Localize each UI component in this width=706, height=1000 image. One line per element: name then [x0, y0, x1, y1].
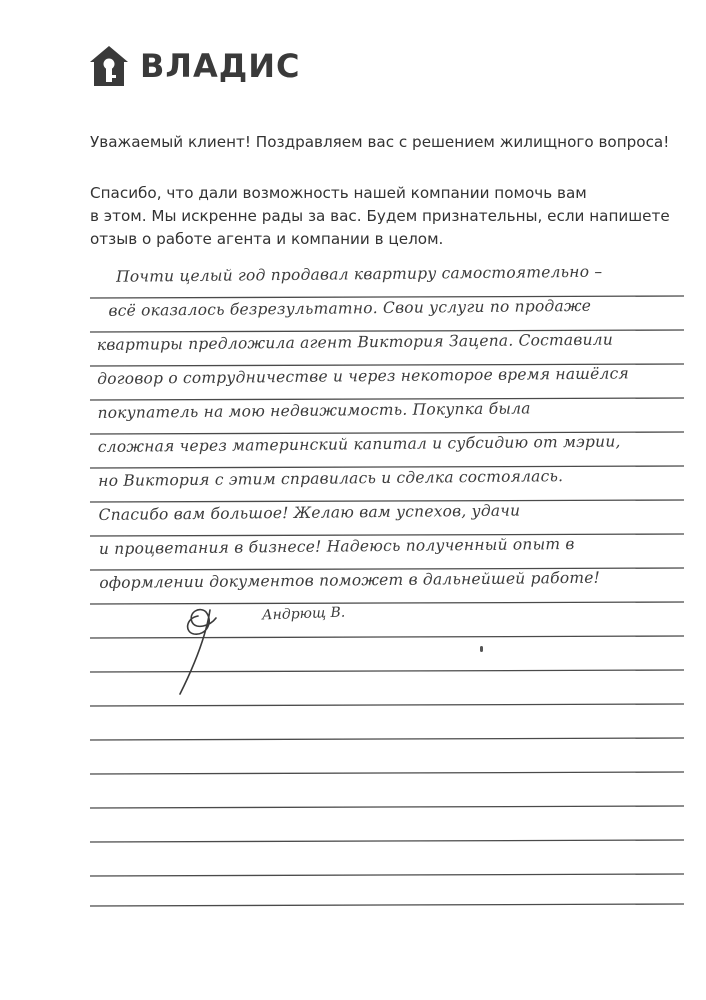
brand-name: ВЛАДИС — [140, 47, 301, 85]
review-line: но Виктория с этим справилась и сделка состоялась. — [98, 467, 564, 490]
review-line: сложная через материнский капитал и субсидию от мэрии, — [97, 432, 621, 456]
review-line: квартиры предложила агент Виктория Зацепа. Составили — [96, 330, 614, 354]
review-line: Почти целый год продавал квартиру самостоятельно – — [115, 262, 603, 286]
review-line: покупатель на мою недвижимость. Покупка была — [97, 399, 531, 422]
intro-greeting: Уважаемый клиент! Поздравляем вас с решением жилищного вопроса! — [90, 133, 670, 151]
intro-line: отзыв о работе агента и компании в целом. — [90, 230, 444, 248]
review-line: Спасибо вам большое! Желаю вам успехов, удачи — [98, 501, 521, 524]
review-line: договор о сотрудничестве и через некоторое время нашёлся — [97, 364, 630, 388]
review-line: и процветания в бизнесе! Надеюсь полученный опыт в — [98, 535, 575, 558]
review-line: всё оказалось безрезультатно. Свои услуги по продаже — [108, 296, 592, 320]
intro-line: Спасибо, что дали возможность нашей компании помочь вам — [90, 184, 587, 202]
intro-line: в этом. Мы искренне рады за вас. Будем признательны, если напишете — [90, 207, 670, 225]
review-line: оформлении документов поможет в дальнейшей работе! — [99, 568, 601, 592]
signature-mark — [176, 596, 246, 696]
signature-name: Андрющ В. — [261, 604, 346, 624]
ink-dot — [480, 646, 483, 652]
